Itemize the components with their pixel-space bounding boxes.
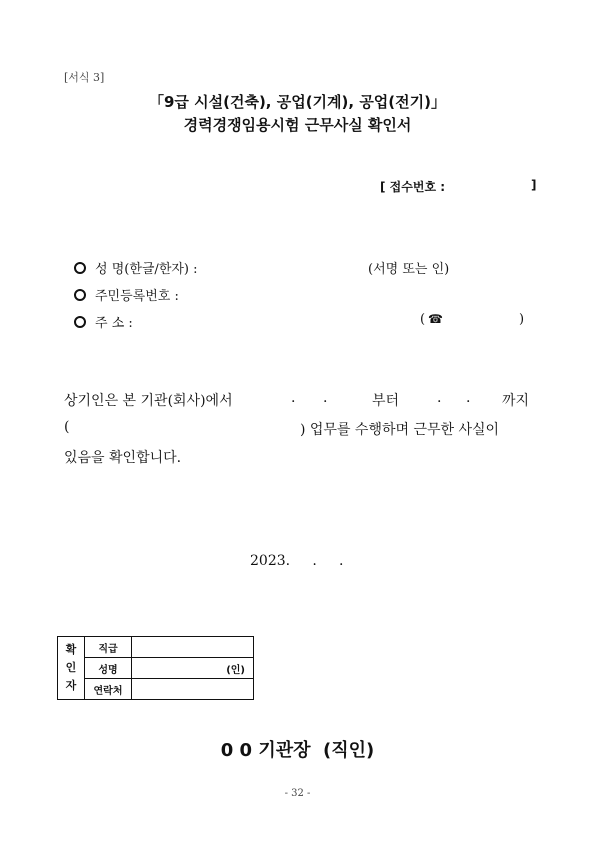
body-line2-text: ) 업무를 수행하며 근무한 사실이 xyxy=(300,422,500,438)
telephone-icon: ☎ xyxy=(428,312,443,326)
resident-number-label: 주민등록번호 : xyxy=(95,289,179,304)
receipt-number-label: [ 접수번호 : xyxy=(380,180,446,194)
confirmer-table xyxy=(57,636,254,700)
phone-paren-close: ) xyxy=(519,312,525,327)
name-field-label: 성 명(한글/한자) : xyxy=(95,262,198,277)
confirmer-vertical-label: 확 인 자 xyxy=(58,637,85,700)
document-title-line1: 「9급 시설(건축), 공업(기계), 공업(전기)」 xyxy=(148,93,446,111)
rank-label: 직급 xyxy=(85,637,132,658)
organization-head-signature: 0 0 기관장 (직인) xyxy=(220,740,375,761)
date-separator: . xyxy=(466,390,471,406)
form-number-label: [서식 3] xyxy=(64,71,105,84)
contact-value xyxy=(132,679,254,700)
page-number: - 32 - xyxy=(284,788,311,799)
bullet-icon xyxy=(74,312,86,331)
issue-date: 2023. . . xyxy=(250,553,344,569)
duty-paren-open: ( xyxy=(64,419,70,435)
contact-label: 연락처 xyxy=(85,679,132,700)
confirmer-name-label: 성명 xyxy=(85,658,132,679)
from-label: 부터 xyxy=(372,393,400,409)
bullet-icon xyxy=(74,285,86,304)
date-separator: . xyxy=(437,390,442,406)
body-line1-text: 상기인은 본 기관(회사)에서 xyxy=(64,393,233,409)
signature-label: (서명 또는 인) xyxy=(368,262,450,277)
date-separator: . xyxy=(323,390,328,406)
until-label: 까지 xyxy=(502,393,530,409)
phone-paren-open: ( xyxy=(420,312,426,327)
document-title-line2: 경력경쟁임용시험 근무사실 확인서 xyxy=(183,116,412,134)
date-separator: . xyxy=(291,390,296,406)
bullet-icon xyxy=(74,258,86,277)
body-line3-text: 있음을 확인합니다. xyxy=(64,450,182,466)
confirmer-seal: (인) xyxy=(132,658,254,679)
rank-value xyxy=(132,637,254,658)
address-field-label: 주 소 : xyxy=(95,316,133,331)
receipt-number-close: ] xyxy=(531,178,537,192)
